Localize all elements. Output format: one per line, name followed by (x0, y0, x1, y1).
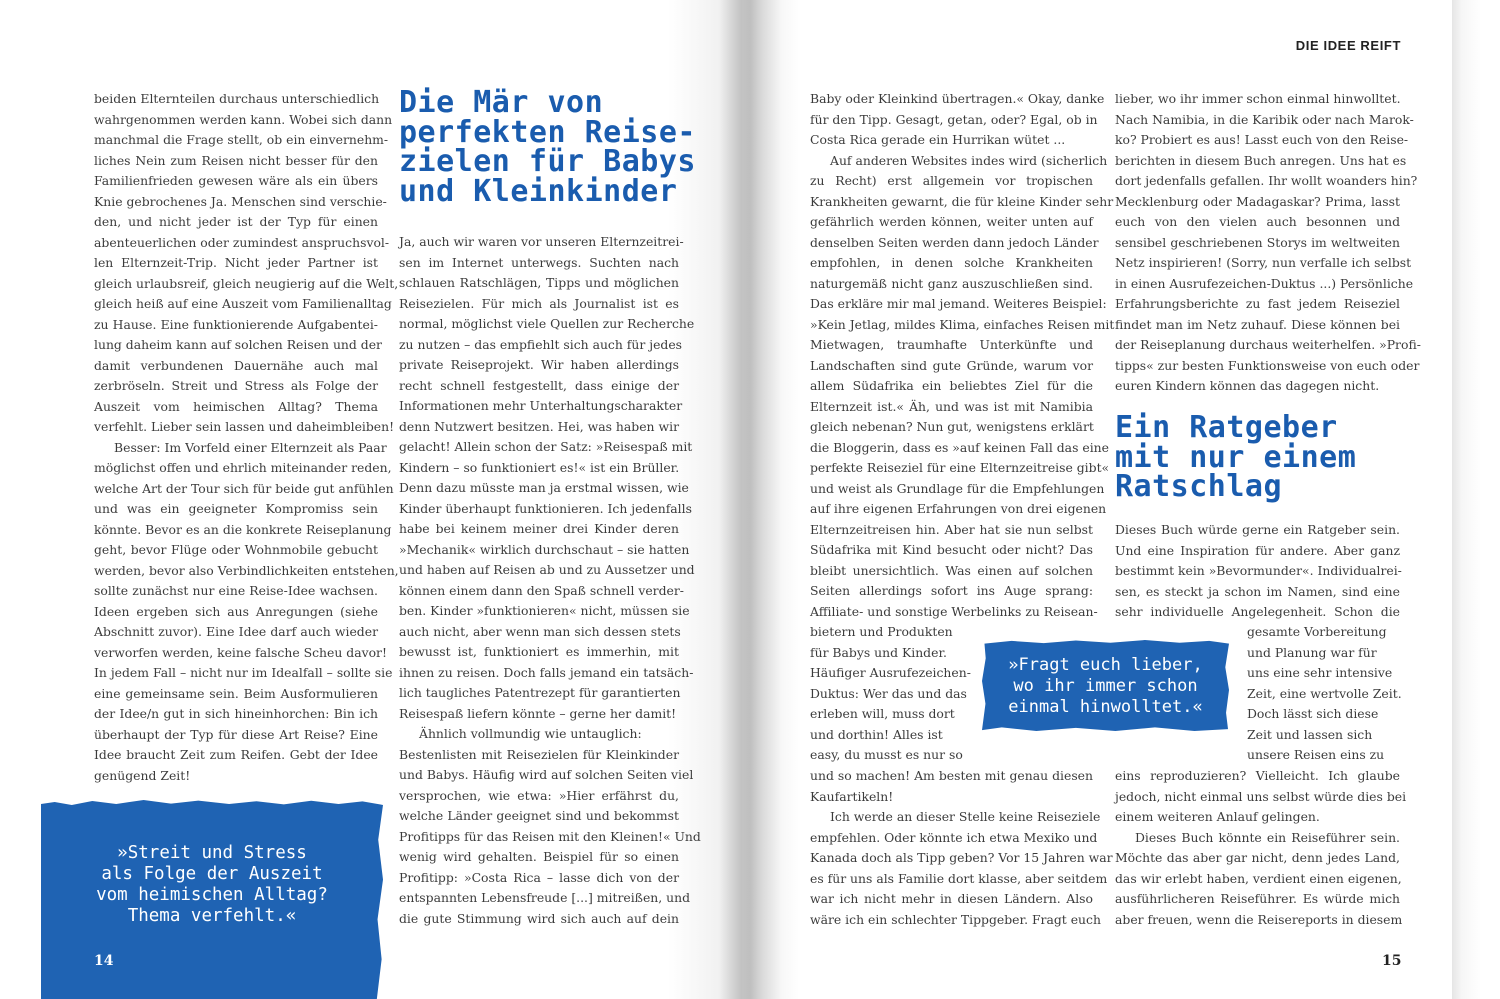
text-line: wäre ich ein schlechter Tippgeber. Fragt euch (810, 911, 1101, 927)
pull-quote-right (982, 655, 1229, 718)
quote-line: wo ihr immer schon (1013, 676, 1198, 696)
text-line: Duktus: Wer das und das (810, 685, 967, 701)
text-line: denselben Seiten werden dann jedoch Länder (810, 234, 1099, 250)
text-line: manchmal die Frage stellt, ob ein einvernehm- (94, 132, 389, 147)
text-line: auch nicht, aber wenn man sich dessen stets (399, 623, 681, 639)
text-line: welche Art der Tour sich für beide gut anfühlen (94, 480, 394, 496)
text-line: die Bloggerin, dass es »auf keinen Fall das eine (810, 439, 1109, 455)
text-line: Und eine Inspiration für andere. Aber ganz (1115, 542, 1400, 558)
text-line: bewusst ist, funktioniert es immerhin, mit (399, 644, 679, 659)
text-line: denn Nutzwert besitzen. Hei, was haben wir (399, 418, 679, 434)
text-line: Idee braucht Zeit zum Reifen. Gebt der Idee (94, 747, 378, 762)
page-edge (1452, 0, 1500, 999)
text-line: damit verbundenen Dauernähe auch mal (94, 357, 378, 373)
text-line: Profitipp: »Costa Rica – lasse dich von der (399, 869, 679, 885)
text-line: Ideen ergeben sich aus Anregungen (siehe (94, 603, 378, 619)
heading-line: mit nur einem (1115, 439, 1357, 475)
text-line: und Planung war für (1247, 644, 1377, 660)
text-line: Ich werde an dieser Stelle keine Reiseziele (830, 809, 1101, 824)
text-line: eine gemeinsame sein. Beim Ausformulieren (94, 685, 378, 701)
text-line: Ähnlich vollmundig wie untauglich: (419, 726, 642, 741)
text-line: sensibel geschriebenen Storys im weltweiten (1115, 234, 1400, 250)
text-line: entspannten Lebensfreude [...] mitreißen, und (399, 890, 691, 905)
text-line: empfehlen. Oder könnte ich etwa Mexiko und (810, 829, 1098, 845)
quote-line: als Folge der Auszeit (101, 864, 323, 884)
text-line: und weist als Grundlage für die Empfehlungen (810, 480, 1105, 496)
quote-line: vom heimischen Alltag? (96, 885, 328, 905)
text-line: findet man im Netz zuhauf. Diese können bei (1115, 316, 1400, 332)
text-line: unsere Reisen eins zu (1247, 747, 1385, 762)
right-column-1-bottom (810, 766, 1113, 930)
text-line: tipps« zur besten Funktionsweise von euch oder (1115, 357, 1420, 373)
text-line: Kanada doch als Tipp geben? Vor 15 Jahren war (810, 850, 1113, 865)
text-line: Zeit und lassen sich (1247, 726, 1373, 742)
text-line: für den Tipp. Gesagt, getan, oder? Egal, ob in (810, 111, 1098, 127)
text-line: welche Länder geeignet sind und bekommst (399, 808, 679, 823)
text-line: Erfahrungsberichte zu fast jedem Reiseziel (1115, 296, 1400, 311)
text-line: Profitipps für das Reisen mit den Kleinen!« Und (399, 828, 701, 844)
text-line: genügend Zeit! (94, 767, 191, 783)
page-number-right: 15 (1382, 953, 1402, 969)
text-line: gleich nebenan? Nun gut, wenigstens erklärt (810, 419, 1094, 434)
text-line: der Reiseplanung durchaus weiterhelfen. »Profi- (1115, 337, 1421, 352)
text-line: zu Hause. Eine funktionierende Aufgabentei- (94, 316, 378, 332)
text-line: len Elternzeit-Trip. Nicht jeder Partner ist (94, 255, 378, 270)
text-line: in einen Ausrufezeichen-Duktus ...) Persönliche (1115, 275, 1414, 291)
text-line: Krankheiten gewarnt, die für kleine Kinder sehr (810, 193, 1114, 209)
text-line: liches Nein zum Reisen nicht besser für den (94, 152, 378, 168)
text-line: perfekte Reiseziel für eine Elternzeitreise gibt« (810, 460, 1110, 475)
text-line: Landschaften sind gute Gründe, warum vor (810, 357, 1093, 373)
text-line: Ja, auch wir waren vor unseren Elternzeitrei- (399, 234, 684, 249)
text-line: das wir erlebt haben, verdient einen eigenen, (1115, 870, 1402, 886)
text-line: gelacht! Allein schon der Satz: »Reisespaß mit (399, 439, 693, 454)
text-line: zu Recht) erst allgemein vor tropischen (810, 173, 1093, 188)
text-line: allem Südafrika ein beliebtes Ziel für die (810, 378, 1093, 393)
text-line: normal, möglichst viele Quellen zur Recherche (399, 316, 695, 331)
text-line: gleich heiß auf eine Auszeit vom Familienalltag (94, 296, 392, 311)
text-line: Denn dazu müsste man ja erstmal wissen, wie (399, 480, 689, 495)
text-line: habe bei keinem meiner drei Kinder deren (399, 521, 679, 536)
text-line: und dorthin! Alles ist (810, 726, 943, 742)
text-line: abenteuerlichen oder zumindest anspruchsvol- (94, 234, 390, 250)
text-line: ihnen zu reisen. Doch falls jemand ein tatsäch- (399, 664, 694, 680)
right-column-2-bottom (1115, 766, 1407, 930)
text-line: Nach Namibia, in die Karibik oder nach Marok- (1115, 111, 1414, 127)
right-column-1-wrap (810, 622, 971, 766)
text-line: könnte. Bevor es an die konkrete Reiseplanung (94, 521, 392, 537)
text-line: sen im Internet unterwegs. Suchten nach (399, 254, 679, 270)
text-line: Elternzeitreisen hin. Aber hat sie nun selbst (810, 521, 1093, 537)
quote-line: Thema verfehlt.« (127, 906, 297, 926)
text-line: »Kein Jetlag, mildes Klima, einfaches Reisen mit (810, 316, 1115, 332)
text-line: Kaufartikeln! (810, 788, 894, 804)
text-line: Auszeit vom heimischen Alltag? Thema (94, 398, 378, 414)
text-line: lich taugliches Patentrezept für garantierten (399, 685, 681, 700)
text-line: Mietwagen, traumhafte Unterkünfte und (810, 337, 1093, 352)
text-line: überhaupt der Typ für diese Art Reise? Eine (94, 726, 378, 742)
text-line: bleibt unersichtlich. Was einen auf solchen (810, 562, 1093, 578)
text-line: Kindern – so funktioniert es!« ist ein Brüller. (399, 459, 680, 475)
text-line: ko? Probiert es aus! Lasst euch von den Reise- (1115, 132, 1409, 147)
book-gutter (718, 0, 782, 999)
text-line: Abschnitt zuvor). Eine Idee darf auch wieder (94, 624, 378, 639)
text-line: Zeit, eine wertvolle Zeit. (1247, 685, 1402, 701)
text-line: werden, bevor also Verbindlichkeiten entstehen, (94, 562, 399, 578)
text-line: bestimmt kein »Bevormunder«. Individualrei- (1115, 563, 1402, 578)
text-line: gesamte Vorbereitung (1247, 624, 1387, 639)
text-line: Reisezielen. Für mich als Journalist ist es (399, 295, 679, 311)
text-line: der Idee/n gut in sich hineinhorchen: Bin ich (94, 706, 378, 721)
text-line: einem weiteren Anlauf gelingen. (1115, 809, 1320, 824)
text-line: geht, bevor Flüge oder Wohnmobile gebucht (94, 542, 378, 557)
text-line: uns eine sehr intensive (1247, 665, 1393, 680)
text-line: Elternzeit ist.« Äh, und was ist mit Namibia (810, 398, 1093, 414)
text-line: und haben auf Reisen ab und zu Aussetzer und (399, 562, 695, 577)
text-line: jedoch, nicht einmal uns selbst würde dies bei (1115, 788, 1407, 804)
text-line: dort jedenfalls gefallen. Ihr wollt woanders hin? (1115, 173, 1418, 188)
text-line: wahrgenommen werden kann. Wobei sich dann (94, 111, 393, 127)
heading-line: und Kleinkinder (399, 173, 678, 209)
text-line: lieber, wo ihr immer schon einmal hinwolltet. (1115, 91, 1401, 106)
text-line: verworfen werden, keine falsche Scheu davor! (94, 644, 387, 660)
text-line: Dieses Buch würde gerne ein Ratgeber sein. (1115, 522, 1400, 537)
page-number-left: 14 (94, 953, 114, 969)
quote-line: »Streit und Stress (117, 843, 307, 863)
text-line: Netz inspirieren! (Sorry, nun verfalle ich selbst (1115, 255, 1412, 270)
text-line: für Babys und Kinder. (810, 644, 947, 660)
text-line: gleich urlaubsreif, gleich neugierig auf die Welt, (94, 275, 399, 291)
heading-ein-ratgeber (1115, 410, 1357, 504)
text-line: Knie gebrochenes Ja. Menschen sind verschie- (94, 193, 387, 209)
heading-line: Ratschlag (1115, 469, 1283, 504)
right-column-2-section (1115, 520, 1400, 623)
text-line: aber freuen, wenn die Reisereports in diesem (1115, 911, 1403, 927)
right-column-1 (810, 89, 1115, 622)
text-line: Häufiger Ausrufezeichen- (810, 665, 971, 680)
text-line: Kinder überhaupt funktionieren. Ich jedenfalls (399, 500, 692, 516)
text-line: Costa Rica gerade ein Hurrikan wütet ... (810, 132, 1066, 147)
text-line: easy, du musst es nur so (810, 747, 963, 762)
text-line: Auf anderen Websites indes wird (sicherlich (830, 152, 1108, 168)
running-head: DIE IDEE REIFT (1295, 38, 1401, 53)
text-line: lung daheim kann auf solchen Reisen und der (94, 337, 382, 352)
text-line: Südafrika mit Kind besucht oder nicht? Das (810, 542, 1093, 557)
left-column-1 (94, 89, 399, 786)
text-line: gefährlich werden können, weiter unten auf (810, 214, 1093, 229)
text-line: Seiten allerdings sofort ins Auge sprang: (810, 583, 1093, 598)
heading-line: zielen für Babys (399, 144, 696, 179)
text-line: »Mechanik« wirklich durchschaut – sie hatten (399, 541, 690, 557)
text-line: auf ihre eigenen Erfahrungen von drei eigenen (810, 501, 1107, 516)
text-line: empfohlen, in denen solche Krankheiten (810, 255, 1093, 270)
text-line: private Reiseprojekt. Wir haben allerdings (399, 357, 679, 372)
text-line: können einem dann den Spaß schnell verder- (399, 582, 684, 598)
text-line: die gute Stimmung wird sich auch auf dein (399, 910, 679, 926)
heading-line: perfekten Reise- (399, 114, 696, 150)
text-line: zerbröseln. Streit und Stress als Folge der (94, 378, 378, 393)
pull-quote-left (41, 843, 383, 927)
text-line: zu nutzen – das empfiehlt sich auch für jedes (399, 336, 683, 352)
quote-line: einmal hinwolltet.« (1008, 697, 1203, 717)
text-line: Das erkläre mir mal jemand. Weiteres Beispiel: (810, 296, 1107, 311)
text-line: Reisespaß liefern könnte – gerne her damit! (399, 705, 677, 721)
text-line: und so machen! Am besten mit genau diesen (810, 768, 1093, 783)
text-line: eins reproduzieren? Vielleicht. Ich glaube (1115, 768, 1400, 783)
left-column-2 (399, 232, 701, 929)
right-column-2 (1115, 89, 1421, 397)
text-line: wenig wird gehalten. Beispiel für so einen (399, 849, 679, 864)
text-line: möglichst offen und ehrlich miteinander reden, (94, 460, 392, 475)
text-line: Besser: Im Vorfeld einer Elternzeit als Paar (114, 439, 387, 455)
heading-maer-von-reisezielen (399, 85, 696, 209)
text-line: Dieses Buch könnte ein Reiseführer sein. (1135, 829, 1400, 845)
text-line: Mecklenburg oder Madagaskar? Prima, lasst (1115, 193, 1400, 209)
text-line: In jedem Fall – nicht nur im Idealfall – sollte sie (94, 665, 393, 680)
text-line: berichten in diesem Buch anregen. Uns hat es (1115, 152, 1407, 168)
text-line: sollte zunächst nur eine Reise-Idee wachsen. (94, 583, 378, 598)
text-line: Informationen mehr Unterhaltungscharakter (399, 398, 683, 413)
text-line: schlauen Ratschlägen, Tipps und möglichen (399, 275, 679, 290)
text-line: Familienfrieden gewesen wäre als ein übers (94, 173, 378, 188)
text-line: euren Kindern können das dagegen nicht. (1115, 378, 1380, 393)
text-line: euch von den vielen auch besonnen und (1115, 214, 1400, 229)
text-line: Möchte das aber gar nicht, denn jedes Land, (1115, 850, 1400, 865)
text-line: recht schnell festgestellt, dass einige der (399, 377, 679, 393)
text-line: naturgemäß nicht ganz auszuschließen sind. (810, 275, 1093, 291)
text-line: ausführlicheren Reiseführer. Es würde mich (1115, 891, 1400, 906)
text-line: bietern und Produkten (810, 624, 953, 639)
heading-line: Ein Ratgeber (1115, 410, 1338, 445)
text-line: Bestenlisten mit Reisezielen für Kleinkinder (399, 746, 679, 762)
quote-line: »Fragt euch lieber, (1008, 655, 1203, 675)
text-line: erleben will, muss dort (810, 706, 955, 721)
text-line: Baby oder Kleinkind übertragen.« Okay, danke (810, 91, 1105, 106)
text-line: es für uns als Familie dort klasse, aber seitdem (810, 870, 1108, 886)
text-line: sehr individuelle Angelegenheit. Schon die (1115, 604, 1400, 619)
text-line: beiden Elternteilen durchaus unterschiedlich (94, 91, 380, 106)
text-line: den, und nicht jeder ist der Typ für einen (94, 214, 378, 229)
text-line: und Babys. Häufig wird auf solchen Seiten viel (399, 767, 694, 782)
text-line: ben. Kinder »funktionieren« nicht, müssen sie (399, 603, 690, 618)
text-line: sen, es steckt ja schon im Namen, sind eine (1115, 583, 1400, 599)
text-line: verfehlt. Lieber sein lassen und daheimbleiben! (94, 419, 395, 434)
text-line: und was ein geeigneter Kompromiss sein (94, 501, 378, 516)
right-column-2-wrap (1247, 622, 1400, 766)
text-line: war ich nicht mehr in diesen Ländern. Also (810, 891, 1093, 906)
text-line: Doch lässt sich diese (1247, 706, 1379, 721)
text-line: versprochen, wie etwa: »Hier erfährst du, (399, 787, 679, 803)
text-line: Affiliate- und sonstige Werbelinks zu Reisean- (810, 603, 1098, 619)
heading-line: Die Mär von (399, 85, 604, 120)
